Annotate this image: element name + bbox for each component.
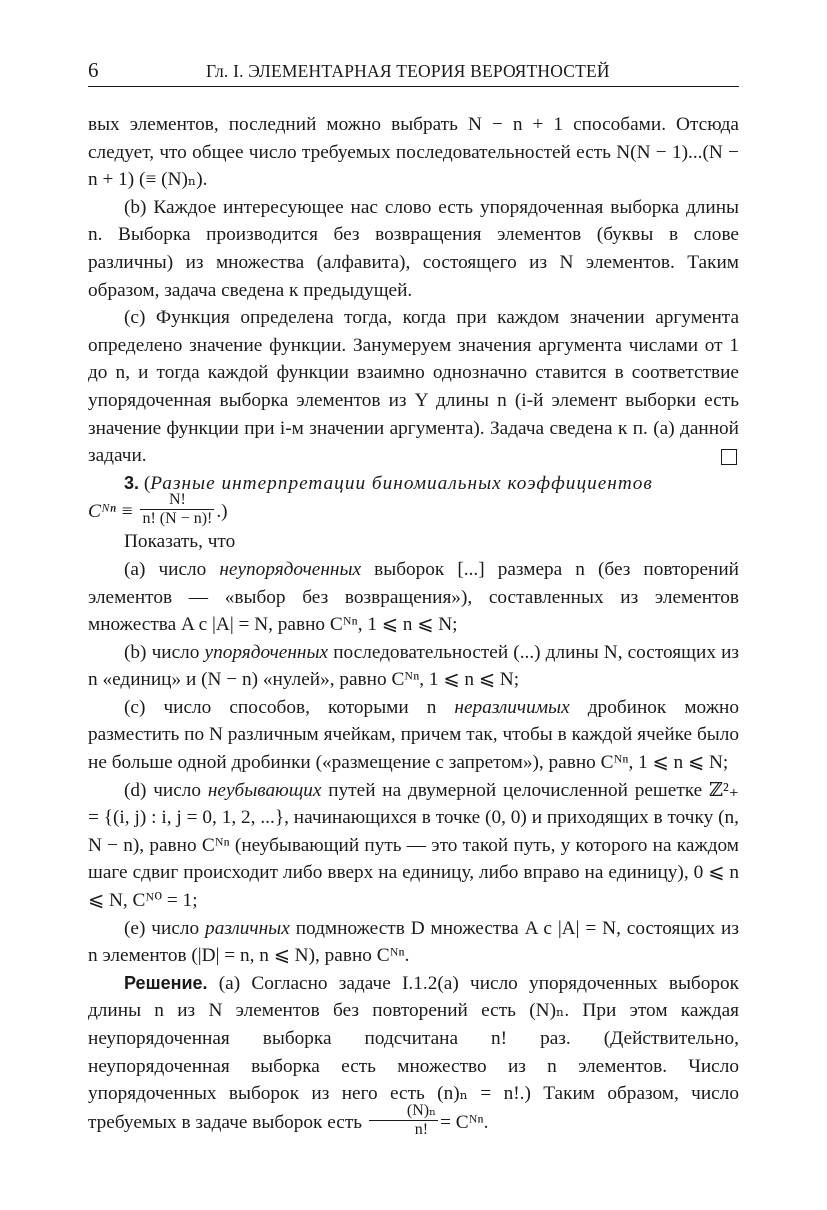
paragraph-c [88,304,739,470]
solution-fraction [369,1102,438,1139]
solution-denominator: n! [414,1120,429,1138]
paragraph-continuation: вых элементов, последний можно выбрать N − n + 1 способами. Отсюда следует, что общее число требуемых последовательностей есть N(N − 1)...(N − n + 1) (≡ (N)ₙ). [88,114,739,191]
solution-label: Решение. [124,972,208,993]
item-b-start: (b) число [124,641,205,663]
solution-numerator: (N)ₙ [369,1102,438,1121]
item-d-emphasis: неубывающих [207,779,322,801]
solution-text: (a) Согласно задаче I.1.2(a) число упорядоченных выборок длины n из N элементов без повторений есть (N)ₙ. При этом каждая неупорядоченная выборка подсчитана n! раз. (Действительно, неупорядоченная выборка есть множество из n элементов. Число упорядоченных выборок из него есть (n)ₙ = n!.) Таким образом, число требуемых в задаче выборок есть [88,972,739,1133]
item-a-emphasis: неупорядоченных [219,558,362,580]
item-b [88,639,739,694]
item-d [88,777,739,915]
item-c-rest: дробинок можно разместить по N различным ячейкам, причем так, чтобы в каждой ячейке было не больше одной дробинки («размещение с запретом»), равно Cᴺⁿ, 1 ⩽ n ⩽ N; [88,696,739,774]
problem-title: Разные интерпретации биномиальных коэффициентов [150,472,653,494]
item-c-emphasis: неразличимых [454,696,570,718]
binomial-fraction [140,491,214,528]
item-d-start: (d) число [124,779,208,801]
problem-3-heading: 3. (Разные интерпретации биномиальных коэффициентов [124,472,653,494]
item-c-start: (c) число способов, которыми n [124,696,455,718]
binomial-denominator: n! (N − n)! [142,510,213,528]
binomial-formula [88,491,739,528]
item-e-emphasis: различных [205,917,290,939]
item-a-start: (a) число [124,558,220,580]
running-head: Гл. I. ЭЛЕМЕНТАРНАЯ ТЕОРИЯ ВЕРОЯТНОСТЕЙ [206,61,610,81]
item-a-rest: выборок [...] размера n (без повторений элементов — «выбор без возвращения»), составленных из элементов множества A с |A| = N, равно Cᴺⁿ, 1 ⩽ n ⩽ N; [88,558,739,636]
page-number: 6 [88,58,99,82]
item-e [88,915,739,970]
paragraph-c-text: (c) Функция определена тогда, когда при каждом значении аргумента определено значение функции. Занумеруем значения аргумента числами от 1 до n, и тогда каждой функции взаимно однозначно ставится в соответствие упорядоченная выборка элементов из Y длины n (i-й элемент выборки есть значение функции при i-м значении аргумента). Задача сведена к п. (a) данной задачи. [88,307,739,467]
binomial-lhs: Cᴺⁿ ≡ [88,501,134,523]
problem-number: 3. [124,472,140,493]
item-b-rest: последовательностей (...) длины N, состоящих из n «единиц» и (N − n) «нулей», равно Cᴺⁿ, 1 ⩽ n ⩽ N; [88,641,740,691]
item-b-emphasis: упорядоченных [204,641,329,663]
binomial-numerator: N! [140,491,214,510]
item-e-rest: подмножеств D множества A с |A| = N, состоящих из n элементов (|D| = n, n ⩽ N), равно Cᴺⁿ. [88,917,739,967]
item-a [88,556,739,639]
item-d-rest: путей на двумерной целочисленной решетке ℤ²₊ = {(i, j) : i, j = 0, 1, 2, ...}, начинающихся в точке (0, 0) и приходящих в точку (n, N − n), равно Cᴺⁿ (неубывающий путь — это такой путь, у которого на каждом шаге сдвиг происходит либо вверх на единицу, либо вправо на единицу), 0 ⩽ n ⩽ N, Cᴺ⁰ = 1; [88,779,739,912]
paragraph-b: (b) Каждое интересующее нас слово есть упорядоченная выборка длины n. Выборка производится без возвращения элементов (буквы в слове различны) из множества (алфавита), состоящего из N элементов. Таким образом, задача сведена к предыдущей. [88,196,739,301]
binomial-end: .) [216,501,228,523]
show-that: Показать, что [124,531,236,553]
solution-paragraph [88,970,739,1139]
item-c [88,694,739,777]
item-e-start: (e) число [124,917,206,939]
solution-end: = Cᴺⁿ. [440,1111,489,1133]
page-header [88,56,739,87]
qed-square-icon [721,449,737,465]
page-body [88,111,739,1139]
